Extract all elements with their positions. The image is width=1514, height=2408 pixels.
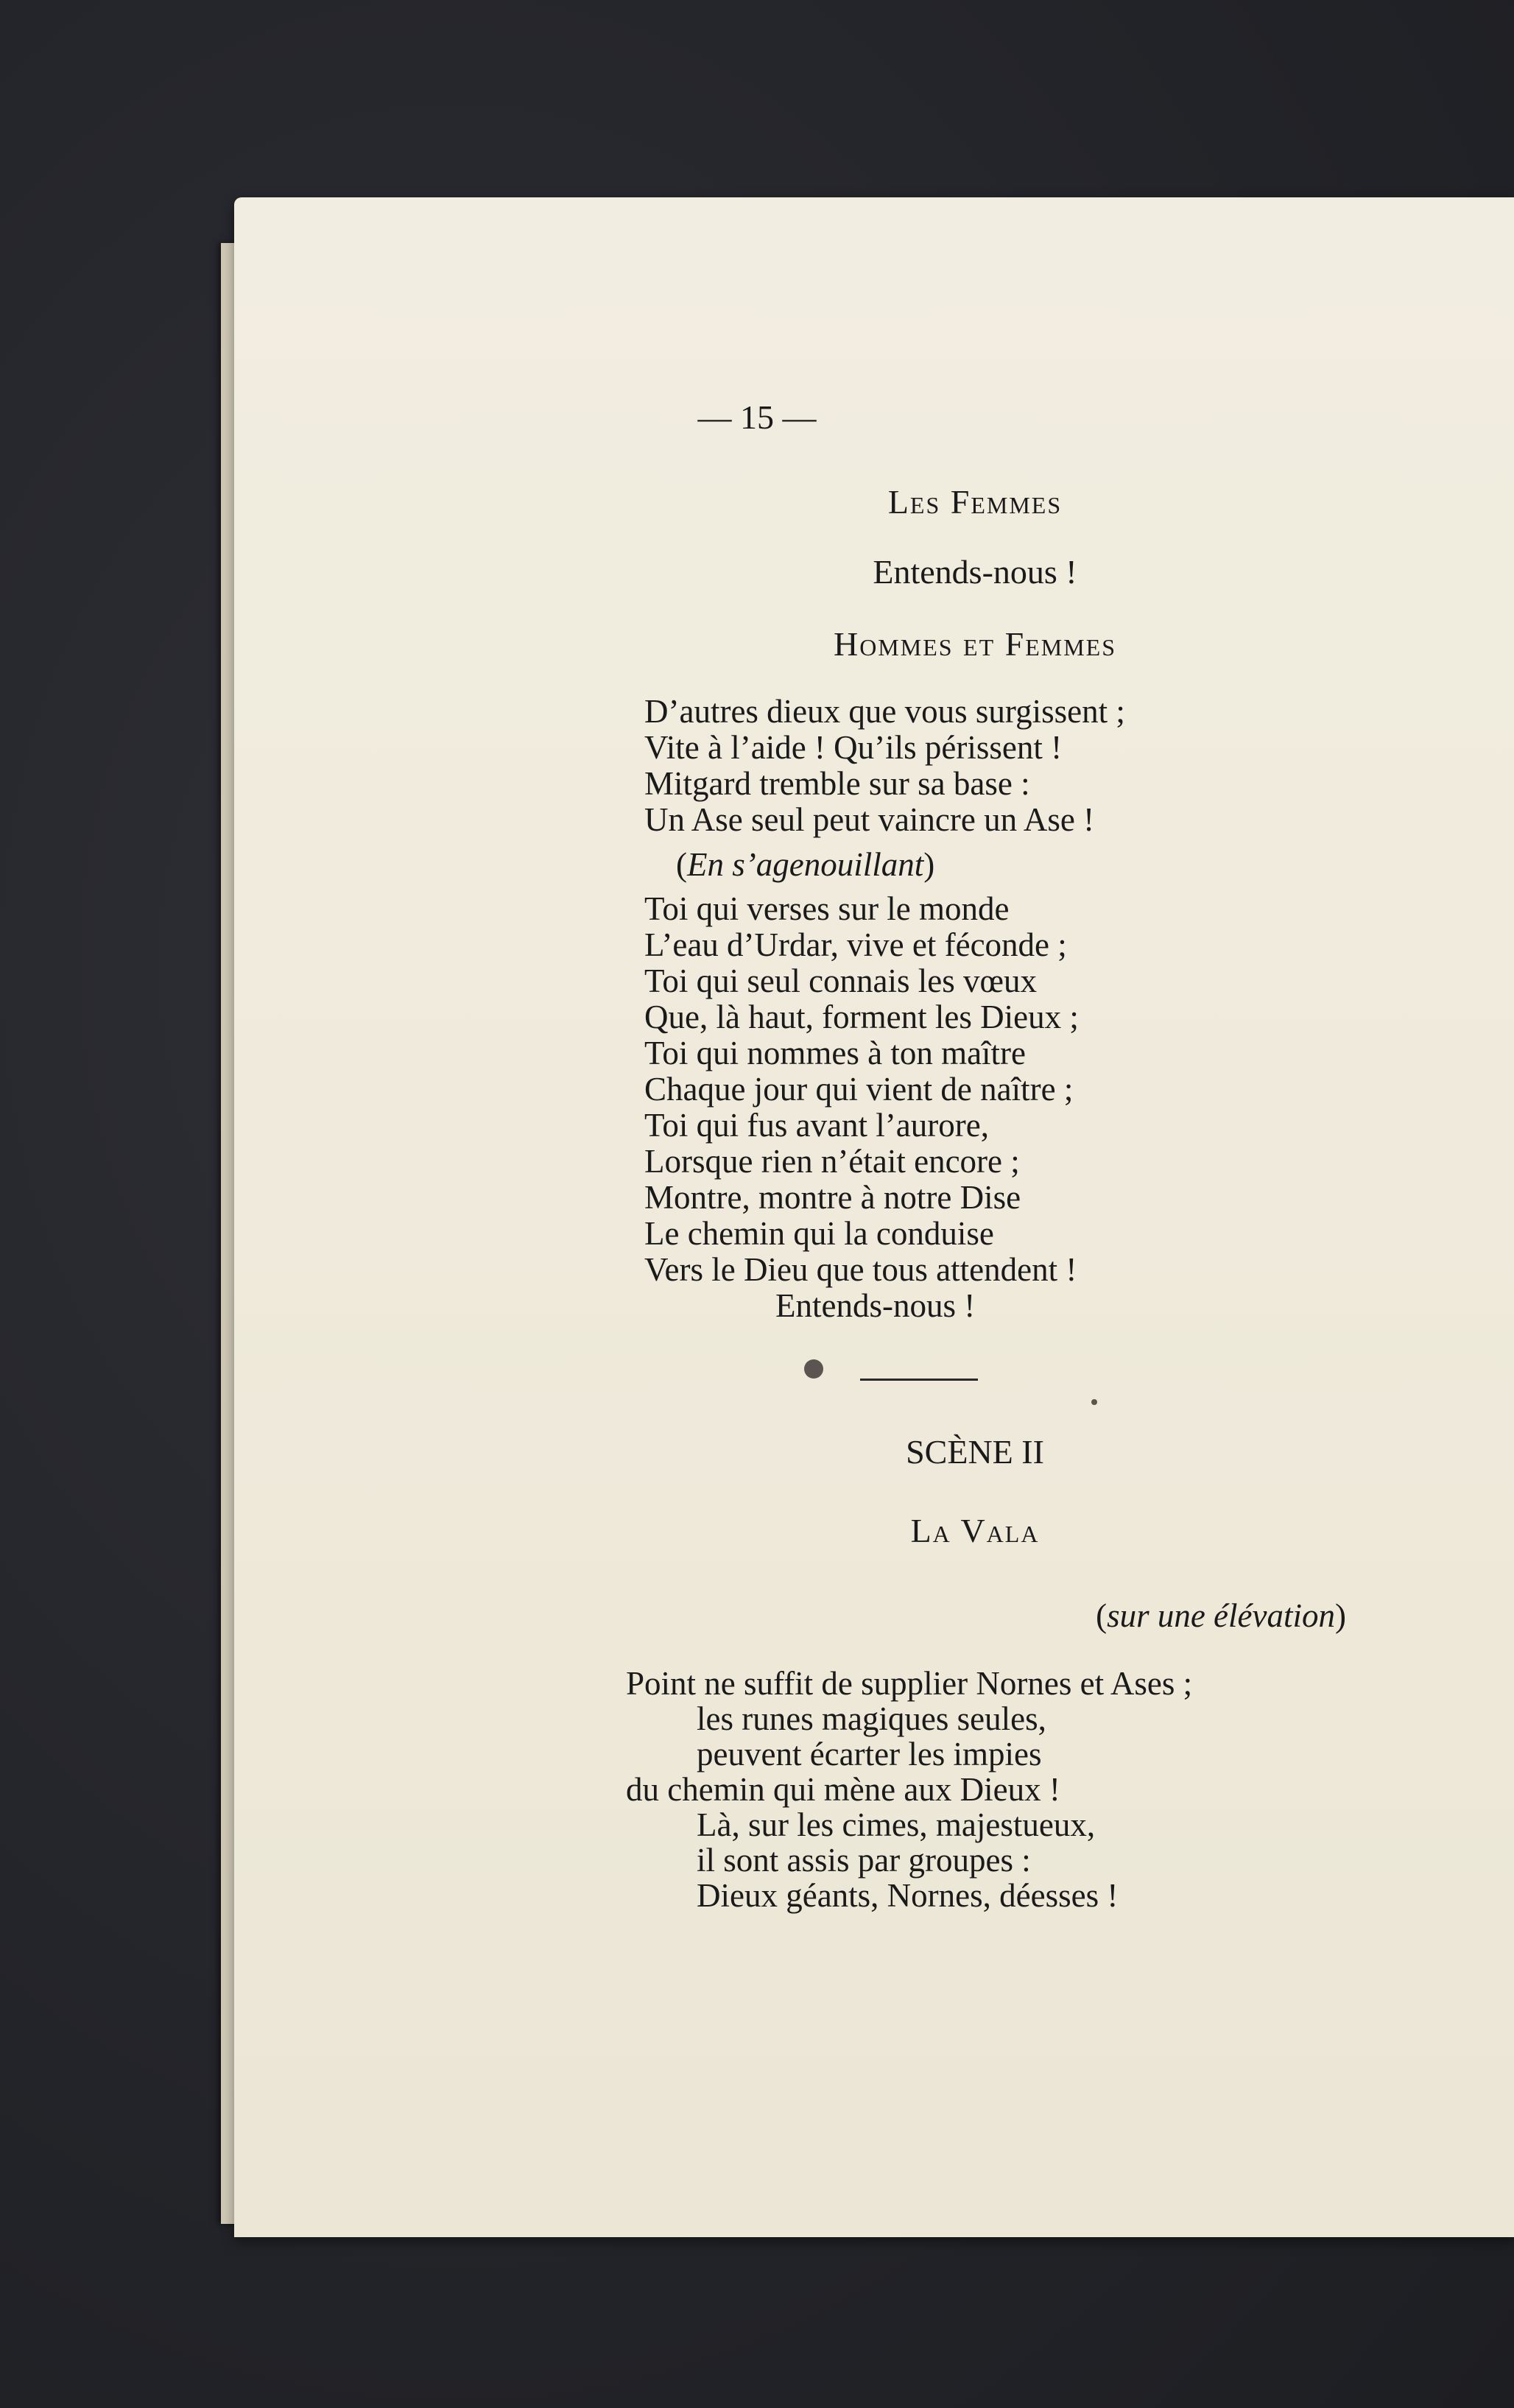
verse-line: Entends-nous ! — [775, 1287, 976, 1324]
stage-direction-elevation: (sur une élévation) — [1096, 1597, 1346, 1634]
verse-line: Chaque jour qui vient de naître ; — [644, 1071, 1074, 1108]
stanza-1 — [644, 694, 1125, 838]
verse-line: Le chemin qui la conduise — [644, 1215, 994, 1252]
verse-line: peuvent écarter les impies — [697, 1736, 1042, 1772]
section-divider — [860, 1379, 978, 1381]
verse-line: Vers le Dieu que tous attendent ! — [644, 1251, 1077, 1288]
verse-line: du chemin qui mène aux Dieux ! — [626, 1771, 1060, 1808]
verse-line: Toi qui nommes à ton maître — [644, 1035, 1027, 1071]
paper-stain — [804, 1359, 823, 1379]
scene-title: SCÈNE II — [906, 1433, 1044, 1471]
paper-speck — [1091, 1399, 1097, 1405]
verse-line: Un Ase seul peut vaincre un Ase ! — [644, 801, 1095, 838]
verse-line: il sont assis par groupes : — [697, 1842, 1031, 1879]
verse-line: L’eau d’Urdar, vive et féconde ; — [644, 926, 1067, 963]
verse-line: Mitgard tremble sur sa base : — [644, 765, 1030, 802]
verse-line: Toi qui fus avant l’aurore, — [644, 1107, 989, 1144]
verse-line: Point ne suffit de supplier Nornes et Ases ; — [626, 1665, 1193, 1702]
verse-line: Dieux géants, Nornes, déesses ! — [697, 1877, 1119, 1914]
verse-line: D’autres dieux que vous surgissent ; — [644, 693, 1125, 730]
verse-line: Là, sur les cimes, majestueux, — [697, 1806, 1096, 1843]
verse-line: Que, là haut, forment les Dieux ; — [644, 999, 1079, 1035]
verse-line: les runes magiques seules, — [697, 1700, 1046, 1737]
stanza-2 — [644, 891, 1079, 1324]
vala-speech — [626, 1666, 1192, 1913]
speaker-les-femmes: Les Femmes — [887, 483, 1063, 521]
page-number: — 15 — — [697, 398, 817, 436]
speaker-la-vala: La Vala — [910, 1512, 1040, 1549]
verse-line: Lorsque rien n’était encore ; — [644, 1143, 1020, 1180]
stage-direction-kneeling: (En s’agenouillant) — [676, 846, 935, 883]
verse-line: Toi qui verses sur le monde — [644, 890, 1010, 927]
verse-line: Vite à l’aide ! Qu’ils périssent ! — [644, 729, 1063, 766]
verse-line: Montre, montre à notre Dise — [644, 1179, 1021, 1216]
verse-line: Toi qui seul connais les vœux — [644, 962, 1038, 999]
women-line: Entends-nous ! — [873, 553, 1077, 591]
speaker-hommes-et-femmes: Hommes et Femmes — [833, 625, 1117, 663]
